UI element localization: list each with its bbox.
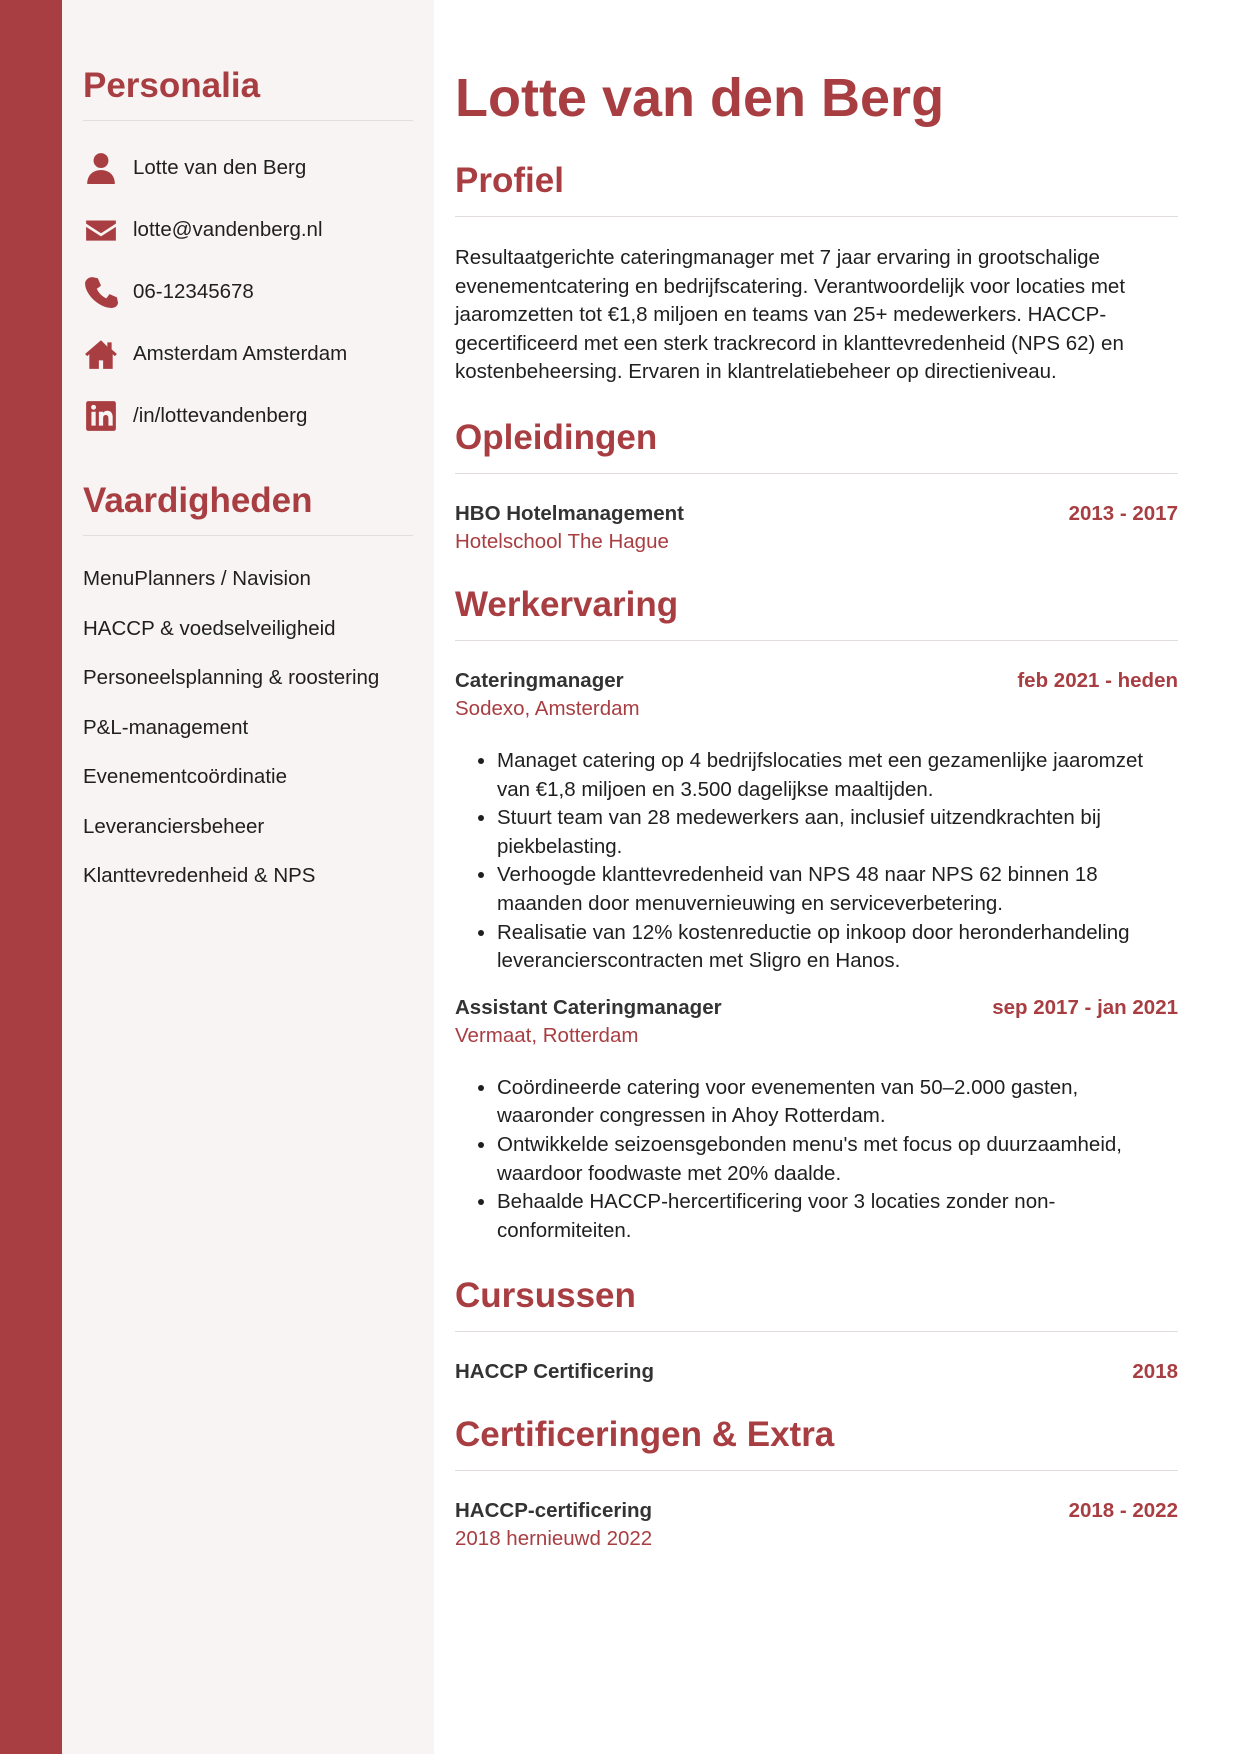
personal-section-title: Personalia [83, 66, 261, 105]
entry-note: 2018 hernieuwd 2022 [455, 1527, 653, 1551]
contact-phone-text[interactable]: 06-12345678 [133, 280, 254, 303]
certifications-section [455, 1412, 1178, 1551]
contact-address-text: Amsterdam Amsterdam [133, 342, 348, 365]
entry-company: Vermaat, Rotterdam [455, 1023, 639, 1047]
experience-section [455, 582, 1178, 1245]
contact-linkedin-text[interactable]: /in/lottevandenberg [133, 404, 308, 427]
sidebar-content [83, 62, 413, 901]
entry-date: sep 2017 - jan 2021 [992, 995, 1178, 1019]
sidebar [62, 0, 434, 1754]
entry-date: feb 2021 - heden [1017, 668, 1178, 692]
section-title: Cursussen [455, 1276, 636, 1316]
user-icon [83, 150, 119, 186]
contact-list [83, 137, 413, 447]
entry-header [455, 1499, 1178, 1523]
entry-company: Sodexo, Amsterdam [455, 696, 640, 720]
entry-title: HACCP-certificering [455, 1499, 653, 1523]
section-title: Opleidingen [455, 417, 658, 457]
entry-header [455, 1360, 1178, 1384]
profile-text: Resultaatgerichte cateringmanager met 7 jaar ervaring in grootschalige evenementcatering en bedrijfscatering. Verantwoordelijk voor locaties met jaaromzetten tot €1,8 miljoen en teams van 25+ medewerkers. HACCP-gecertificeerd met een sterk trackrecord in klanttevredenheid (NPS 62) en kostenbeheersing. Ervaren in klantrelatiebeheer op directieniveau. [455, 246, 1126, 384]
list-item: • Ontwikkelde seizoensgebonden menu's met focus op duurzaamheid, waardoor foodwaste met 20% daalde. [497, 1131, 1178, 1188]
experience-entry [455, 996, 1178, 1246]
contact-name-text: Lotte van den Berg [133, 156, 307, 179]
entry-date: 2013 - 2017 [1068, 501, 1178, 525]
achievement-list [455, 1074, 1178, 1246]
profile-section [455, 158, 1178, 387]
entry-title: Assistant Cateringmanager [455, 995, 722, 1019]
skill-item: P&L-management [83, 715, 249, 739]
courses-section [455, 1273, 1178, 1384]
divider [455, 1470, 1178, 1471]
divider [455, 1331, 1178, 1332]
certification-entry [455, 1499, 1178, 1551]
contact-linkedin[interactable] [83, 385, 413, 447]
entry-title: Cateringmanager [455, 668, 624, 692]
section-title: Profiel [455, 161, 564, 200]
phone-icon [83, 274, 119, 310]
list-item: • Behaalde HACCP-hercertificering voor 3 locaties zonder non-conformiteiten. [497, 1188, 1178, 1245]
contact-phone[interactable] [83, 261, 413, 323]
list-item: • Coördineerde catering voor evenementen van 50–2.000 gasten, waaronder congressen in Ahoy Rotterdam. [497, 1074, 1178, 1131]
contact-email-text[interactable]: lotte@vandenberg.nl [133, 218, 323, 241]
entry-date: 2018 - 2022 [1068, 1499, 1178, 1523]
divider [455, 473, 1178, 474]
course-entry [455, 1360, 1178, 1384]
envelope-icon [83, 212, 119, 248]
entry-header [455, 502, 1178, 526]
home-icon [83, 336, 119, 372]
skill-item: HACCP & voedselveiligheid [83, 616, 336, 640]
divider [83, 535, 413, 536]
list-item: • Stuurt team van 28 medewerkers aan, inclusief uitzendkrachten bij piekbelasting. [497, 804, 1178, 861]
divider [455, 216, 1178, 217]
entry-header [455, 669, 1178, 693]
education-entry [455, 502, 1178, 554]
entry-title: HACCP Certificering [455, 1360, 654, 1384]
list-item: • Managet catering op 4 bedrijfslocaties met een gezamenlijke jaaromzet van €1,8 miljoen en 3.500 dagelijkse maaltijden. [497, 747, 1178, 804]
skill-item: Personeelsplanning & roostering [83, 666, 380, 689]
skill-item: MenuPlanners / Navision [83, 567, 311, 590]
entry-title: HBO Hotelmanagement [455, 501, 684, 525]
list-item: • Verhoogde klanttevredenheid van NPS 48 naar NPS 62 binnen 18 maanden door menuvernieuwing en serviceverbetering. [497, 861, 1178, 918]
candidate-name: Lotte van den Berg [455, 68, 945, 128]
contact-name [83, 137, 413, 199]
achievement-list [455, 747, 1178, 976]
skill-list [83, 554, 413, 901]
contact-address [83, 323, 413, 385]
skill-item: Klanttevredenheid & NPS [83, 864, 316, 887]
skill-item: Evenementcoördinatie [83, 765, 287, 788]
entry-date: 2018 [1132, 1360, 1178, 1384]
section-title: Certificeringen & Extra [455, 1415, 835, 1455]
divider [455, 640, 1178, 641]
list-item: • Realisatie van 12% kostenreductie op inkoop door heronderhandeling leverancierscontracten met Sligro en Hanos. [497, 919, 1178, 976]
divider [83, 120, 413, 121]
accent-stripe [0, 0, 62, 1754]
section-title: Werkervaring [455, 584, 679, 624]
skills-section-title: Vaardigheden [83, 481, 313, 520]
education-section [455, 415, 1178, 554]
contact-email[interactable] [83, 199, 413, 261]
experience-entry [455, 669, 1178, 976]
main-content [455, 60, 1178, 1551]
skill-item: Leveranciersbeheer [83, 814, 265, 838]
entry-institution: Hotelschool The Hague [455, 529, 669, 553]
entry-header [455, 996, 1178, 1020]
linkedin-icon [83, 398, 119, 434]
